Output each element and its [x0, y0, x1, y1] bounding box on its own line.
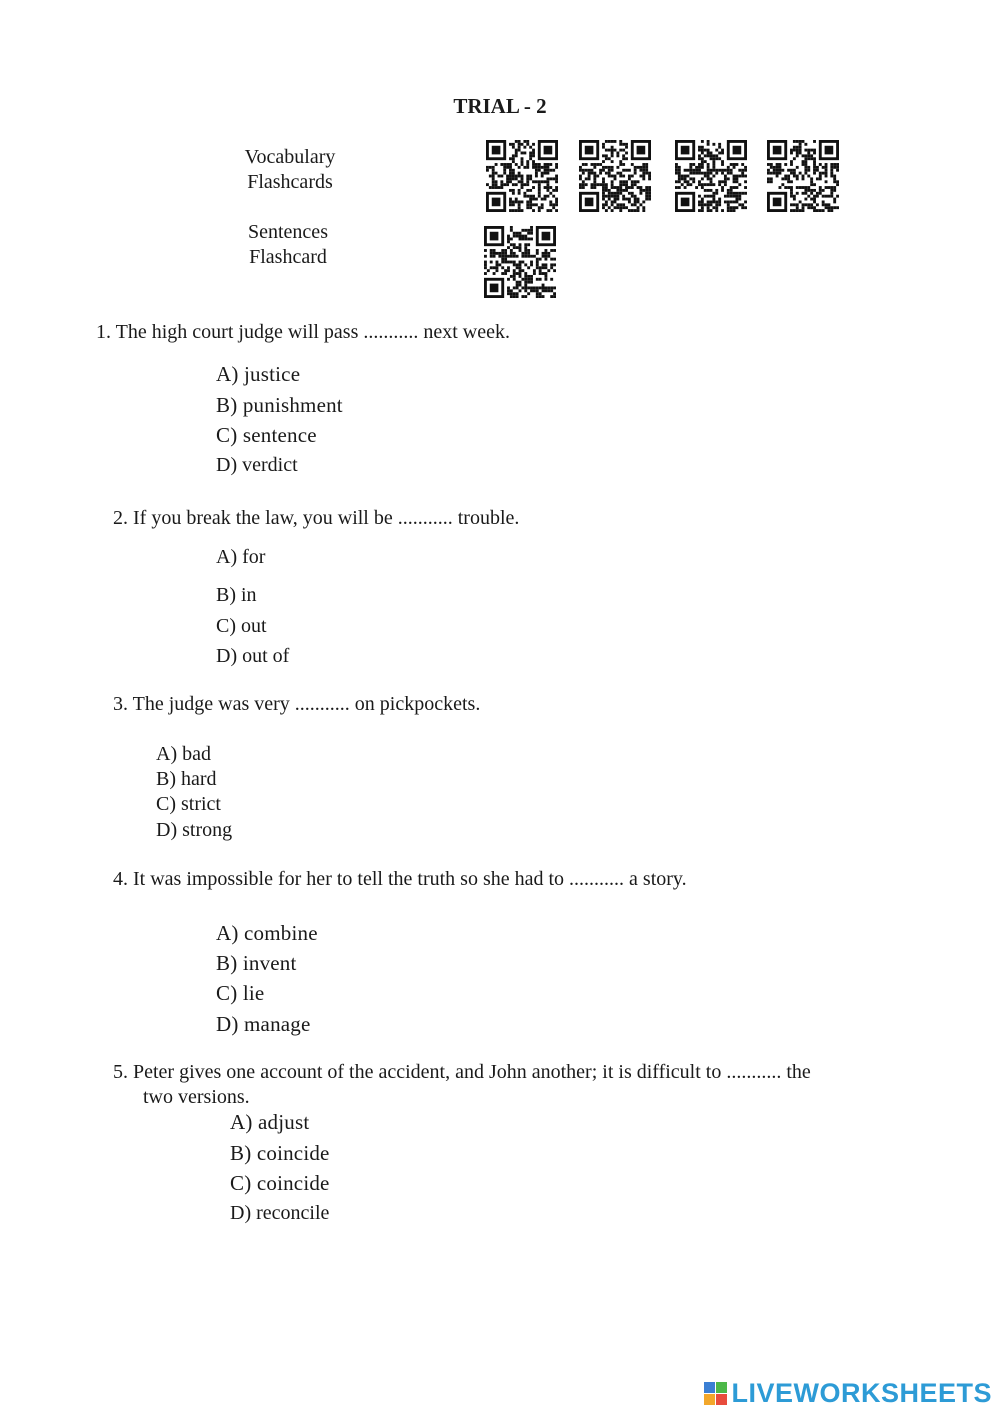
logo-square — [716, 1382, 727, 1393]
question-5-option-b[interactable]: B) coincide — [230, 1141, 330, 1165]
question-2-option-c[interactable]: C) out — [216, 615, 267, 637]
question-1-option-a[interactable]: A) justice — [216, 362, 301, 386]
question-2-text: 2. If you break the law, you will be ........... trouble. — [113, 507, 520, 529]
question-2-option-d[interactable]: D) out of — [216, 645, 290, 667]
question-5-text-continued: two versions. — [143, 1086, 250, 1108]
question-3-option-c[interactable]: C) strict — [156, 793, 221, 815]
vocabulary-qr-code-3[interactable] — [675, 140, 747, 212]
sentences-flashcard-label — [208, 220, 368, 270]
page-title: TRIAL - 2 — [453, 94, 547, 118]
liveworksheets-logo-icon — [704, 1382, 727, 1405]
vocabulary-qr-code-2[interactable] — [579, 140, 651, 212]
question-1-option-b[interactable]: B) punishment — [216, 393, 343, 417]
question-5-option-a[interactable]: A) adjust — [230, 1110, 310, 1134]
label-line: Flashcards — [247, 171, 333, 193]
question-4-option-c[interactable]: C) lie — [216, 981, 265, 1005]
sentences-qr-code[interactable] — [484, 226, 556, 298]
question-3-option-b[interactable]: B) hard — [156, 768, 217, 790]
label-line: Flashcard — [249, 246, 327, 268]
question-2-option-a[interactable]: A) for — [216, 546, 266, 568]
question-1-text: 1. The high court judge will pass ........... next week. — [96, 321, 511, 343]
question-4-option-b[interactable]: B) invent — [216, 951, 297, 975]
liveworksheets-wordmark: LIVEWORKSHEETS — [731, 1378, 992, 1408]
vocabulary-flashcards-label — [210, 145, 370, 195]
question-4-text: 4. It was impossible for her to tell the truth so she had to ........... a story. — [113, 868, 687, 890]
question-5-text: 5. Peter gives one account of the accident, and John another; it is difficult to ........... the — [113, 1061, 811, 1083]
label-line: Vocabulary — [244, 146, 336, 168]
question-3-text: 3. The judge was very ........... on pickpockets. — [113, 693, 481, 715]
logo-square — [716, 1394, 727, 1405]
liveworksheets-logo[interactable] — [704, 1378, 992, 1409]
vocabulary-qr-code-4[interactable] — [767, 140, 839, 212]
question-2-option-b[interactable]: B) in — [216, 584, 257, 606]
question-5-option-d[interactable]: D) reconcile — [230, 1202, 330, 1224]
question-5-option-c[interactable]: C) coincide — [230, 1171, 330, 1195]
question-4-option-d[interactable]: D) manage — [216, 1012, 311, 1036]
label-line: Sentences — [248, 221, 328, 243]
vocabulary-qr-code-1[interactable] — [486, 140, 558, 212]
question-1-option-c[interactable]: C) sentence — [216, 423, 317, 447]
question-1-option-d[interactable]: D) verdict — [216, 454, 298, 476]
question-3-option-a[interactable]: A) bad — [156, 743, 211, 765]
logo-square — [704, 1382, 715, 1393]
question-4-option-a[interactable]: A) combine — [216, 921, 318, 945]
logo-square — [704, 1394, 715, 1405]
question-3-option-d[interactable]: D) strong — [156, 819, 233, 841]
